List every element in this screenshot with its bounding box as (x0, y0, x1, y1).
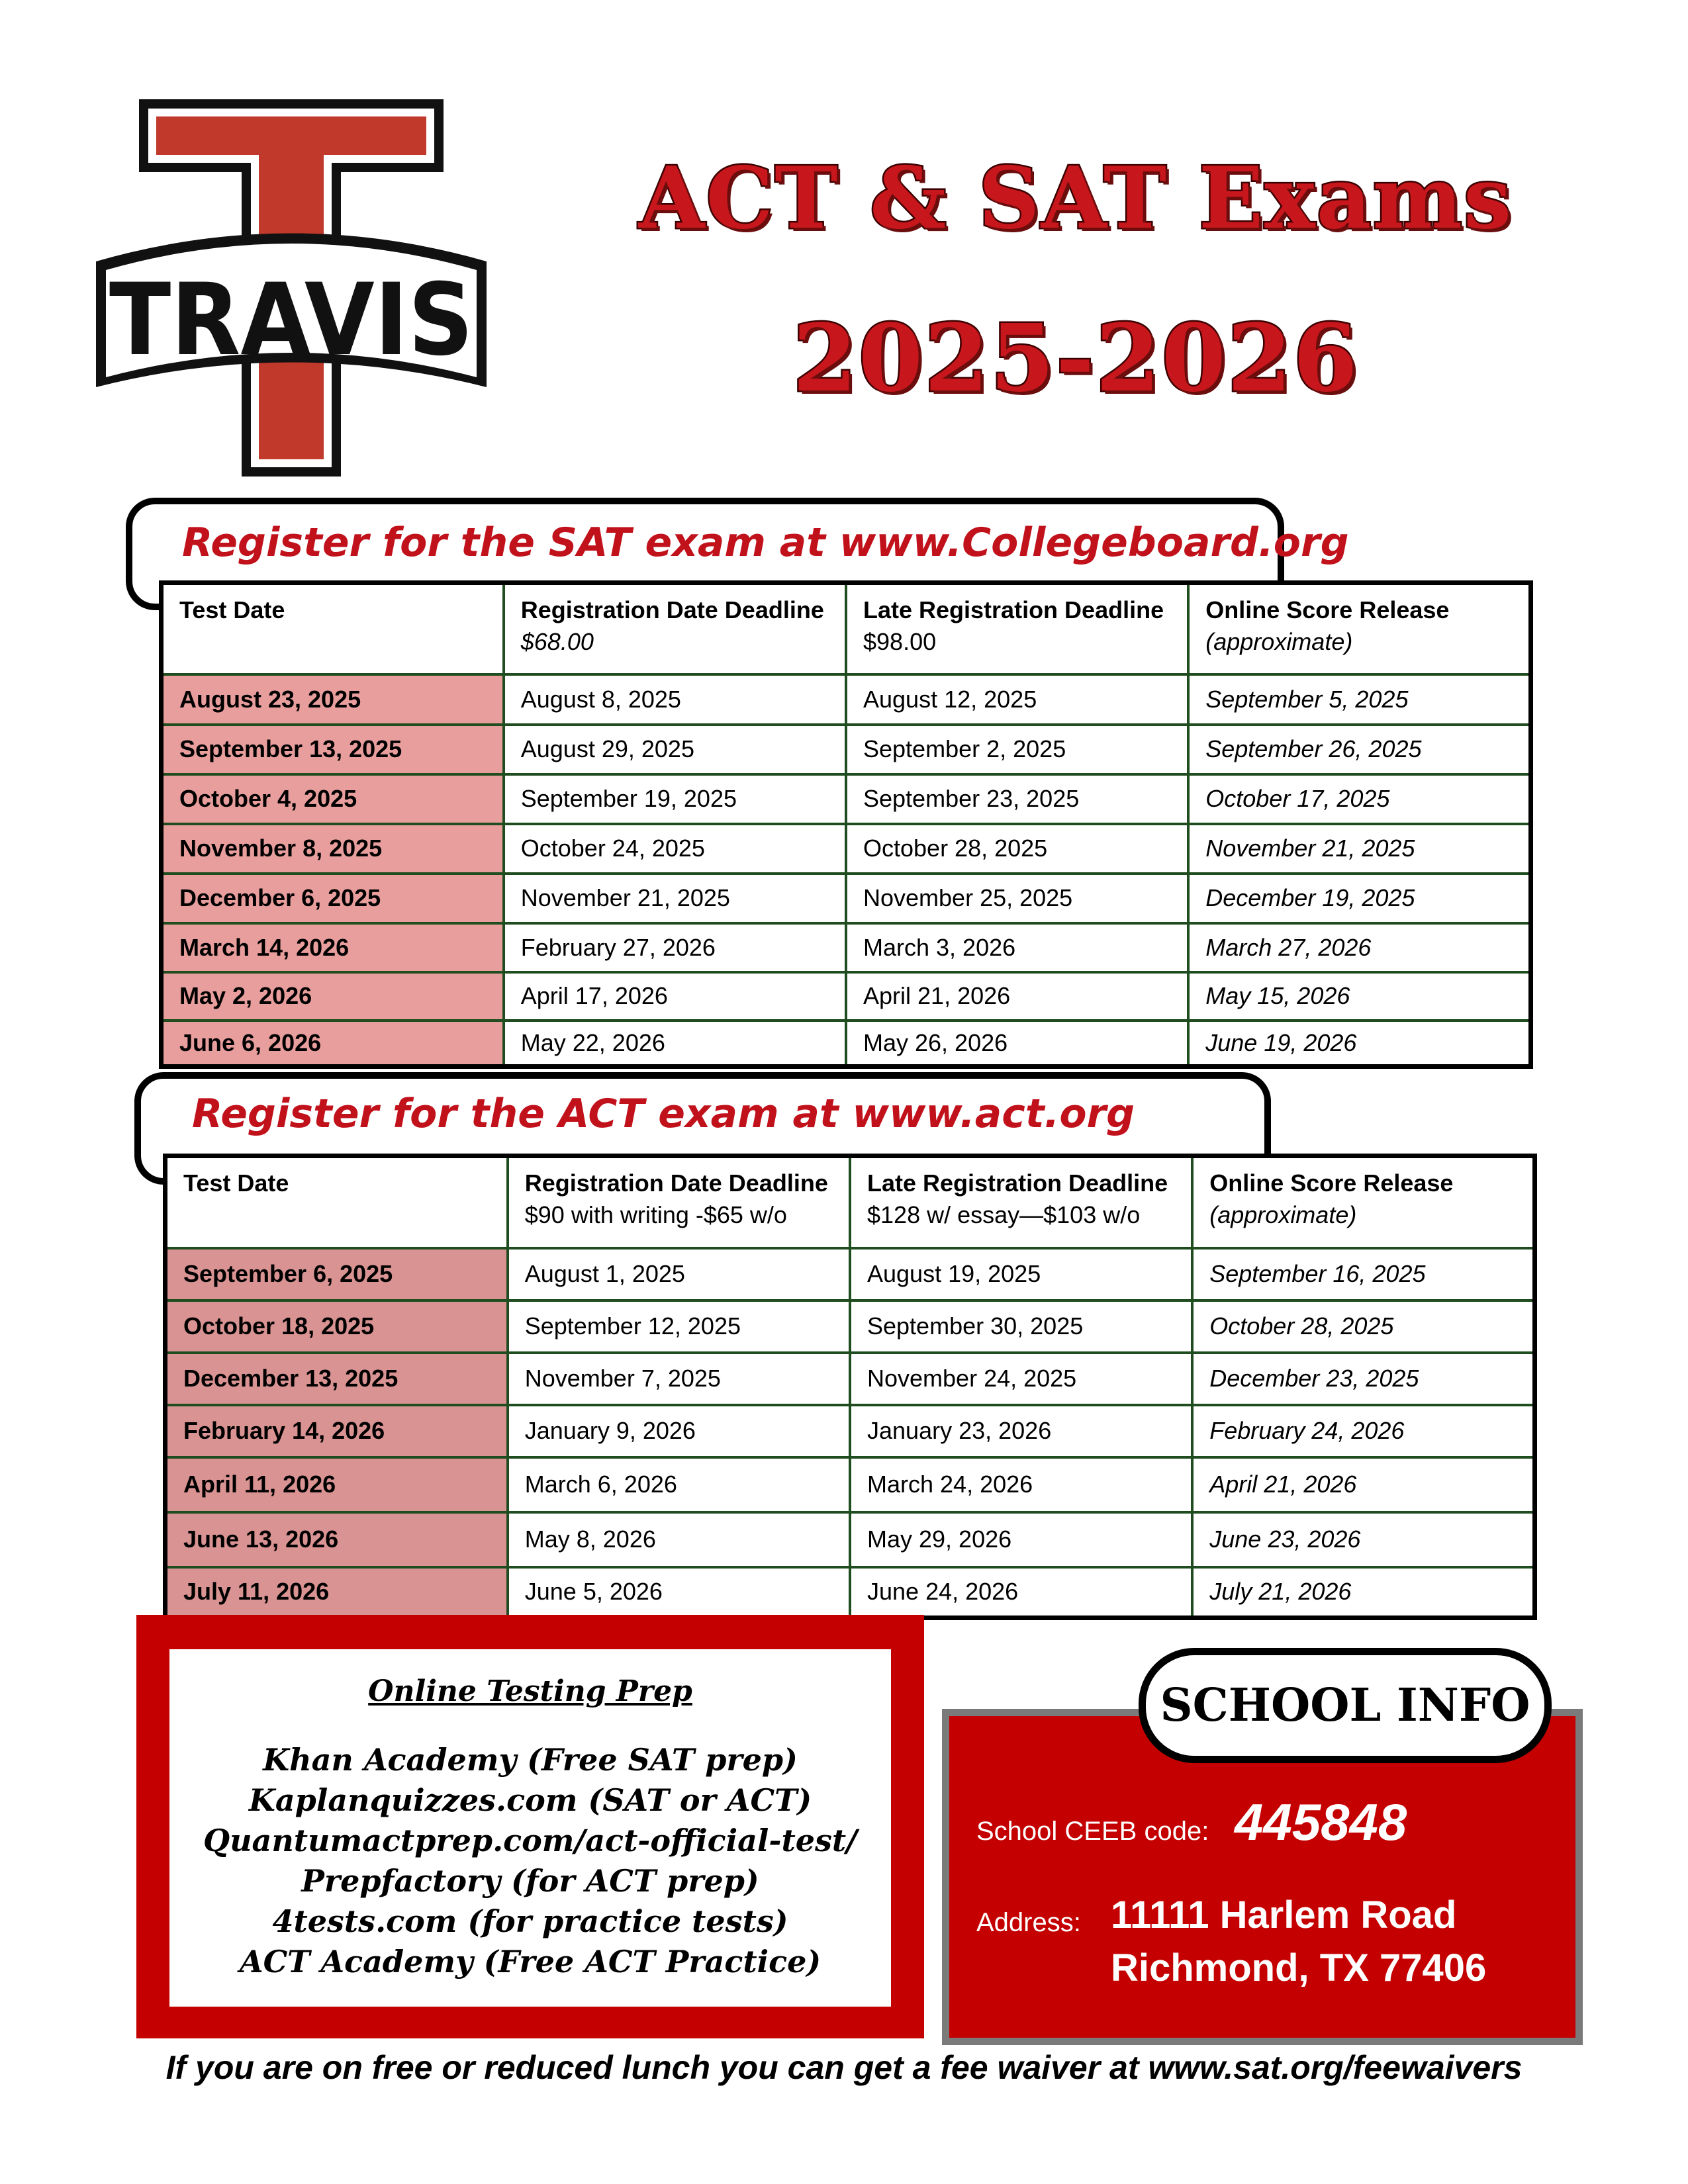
late-registration-cell: May 29, 2026 (850, 1512, 1192, 1567)
page-subtitle-years: 2025-2026 (792, 304, 1359, 413)
registration-deadline-cell: August 8, 2025 (504, 674, 846, 725)
registration-deadline-cell: September 12, 2025 (508, 1300, 850, 1353)
list-item[interactable]: Quantumactprep.com/act-official-test/ (203, 1823, 857, 1858)
prep-list (169, 1740, 891, 1982)
list-item[interactable]: Khan Academy (Free SAT prep) (263, 1742, 798, 1778)
score-release-cell: March 27, 2026 (1188, 923, 1530, 972)
ceeb-label: School CEEB code: (976, 1817, 1209, 1846)
prep-panel (169, 1649, 891, 2007)
test-date-cell: April 11, 2026 (165, 1457, 508, 1512)
test-date-cell: February 14, 2026 (165, 1405, 508, 1457)
header-late-registration: Late Registration Deadline $98.00 (846, 583, 1188, 674)
score-release-cell: May 15, 2026 (1188, 972, 1530, 1021)
late-registration-cell: November 25, 2025 (846, 874, 1188, 923)
address-line-1: 11111 Harlem Road (1111, 1893, 1457, 1936)
late-registration-cell: September 30, 2025 (850, 1300, 1192, 1353)
header-registration-deadline: Registration Date Deadline $68.00 (504, 583, 846, 674)
test-date-cell: November 8, 2025 (162, 824, 504, 874)
late-registration-cell: January 23, 2026 (850, 1405, 1192, 1457)
table-row (162, 874, 1531, 923)
table-row (162, 824, 1531, 874)
table-row (165, 1457, 1535, 1512)
table-header-row (165, 1156, 1535, 1248)
table-row (162, 725, 1531, 774)
test-date-cell: August 23, 2025 (162, 674, 504, 725)
address-line-2: Richmond, TX 77406 (1111, 1946, 1487, 1989)
test-date-cell: June 6, 2026 (162, 1021, 504, 1067)
score-release-cell: December 19, 2025 (1188, 874, 1530, 923)
registration-deadline-cell: August 1, 2025 (508, 1248, 850, 1300)
score-release-cell: October 28, 2025 (1192, 1300, 1534, 1353)
table-header-row (162, 583, 1531, 674)
score-release-cell: February 24, 2026 (1192, 1405, 1534, 1457)
test-date-cell: December 6, 2025 (162, 874, 504, 923)
late-registration-cell: October 28, 2025 (846, 824, 1188, 874)
list-item[interactable]: Kaplanquizzes.com (SAT or ACT) (248, 1782, 812, 1818)
header-score-release: Online Score Release (approximate) (1188, 583, 1530, 674)
table-row (165, 1512, 1535, 1567)
list-item[interactable]: 4tests.com (for practice tests) (272, 1903, 788, 1939)
registration-deadline-cell: February 27, 2026 (504, 923, 846, 972)
test-date-cell: December 13, 2025 (165, 1353, 508, 1405)
table-row (162, 1021, 1531, 1067)
sat-register-text[interactable]: Register for the SAT exam at www.Collegeboard.org (182, 520, 1349, 566)
prep-title: Online Testing Prep (368, 1674, 692, 1708)
header-registration-deadline: Registration Date Deadline $90 with writing -$65 w/o (508, 1156, 850, 1248)
registration-deadline-cell: January 9, 2026 (508, 1405, 850, 1457)
act-schedule-table (163, 1154, 1537, 1620)
test-date-cell: October 18, 2025 (165, 1300, 508, 1353)
late-registration-cell: June 24, 2026 (850, 1567, 1192, 1618)
prep-box (136, 1615, 924, 2038)
table-row (165, 1353, 1535, 1405)
score-release-cell: December 23, 2025 (1192, 1353, 1534, 1405)
test-date-cell: September 6, 2025 (165, 1248, 508, 1300)
registration-deadline-cell: May 22, 2026 (504, 1021, 846, 1067)
table-row (162, 972, 1531, 1021)
table-row (165, 1248, 1535, 1300)
test-date-cell: October 4, 2025 (162, 774, 504, 824)
late-registration-cell: April 21, 2026 (846, 972, 1188, 1021)
score-release-cell: June 19, 2026 (1188, 1021, 1530, 1067)
registration-deadline-cell: March 6, 2026 (508, 1457, 850, 1512)
score-release-cell: September 26, 2025 (1188, 725, 1530, 774)
score-release-cell: October 17, 2025 (1188, 774, 1530, 824)
score-release-cell: September 16, 2025 (1192, 1248, 1534, 1300)
late-registration-cell: September 23, 2025 (846, 774, 1188, 824)
score-release-cell: November 21, 2025 (1188, 824, 1530, 874)
late-registration-cell: March 24, 2026 (850, 1457, 1192, 1512)
registration-deadline-cell: August 29, 2025 (504, 725, 846, 774)
table-row (162, 923, 1531, 972)
table-row (162, 774, 1531, 824)
address-label: Address: (976, 1908, 1081, 1937)
late-registration-cell: August 12, 2025 (846, 674, 1188, 725)
table-row (165, 1300, 1535, 1353)
ceeb-code: 445848 (1235, 1793, 1407, 1851)
test-date-cell: June 13, 2026 (165, 1512, 508, 1567)
table-row (162, 674, 1531, 725)
table-row (165, 1405, 1535, 1457)
late-registration-cell: May 26, 2026 (846, 1021, 1188, 1067)
page-title: ACT & SAT Exams (639, 149, 1513, 248)
score-release-cell: April 21, 2026 (1192, 1457, 1534, 1512)
score-release-cell: September 5, 2025 (1188, 674, 1530, 725)
header-test-date: Test Date (162, 583, 504, 674)
header-test-date: Test Date (165, 1156, 508, 1248)
sat-schedule-table (159, 580, 1533, 1069)
header-score-release: Online Score Release (approximate) (1192, 1156, 1534, 1248)
school-info-heading: SCHOOL INFO (1139, 1648, 1552, 1763)
registration-deadline-cell: November 7, 2025 (508, 1353, 850, 1405)
registration-deadline-cell: June 5, 2026 (508, 1567, 850, 1618)
late-registration-cell: August 19, 2025 (850, 1248, 1192, 1300)
late-registration-cell: November 24, 2025 (850, 1353, 1192, 1405)
score-release-cell: July 21, 2026 (1192, 1567, 1534, 1618)
registration-deadline-cell: April 17, 2026 (504, 972, 846, 1021)
test-date-cell: March 14, 2026 (162, 923, 504, 972)
registration-deadline-cell: October 24, 2025 (504, 824, 846, 874)
registration-deadline-cell: May 8, 2026 (508, 1512, 850, 1567)
logo-text: TRAVIS (109, 263, 473, 378)
registration-deadline-cell: September 19, 2025 (504, 774, 846, 824)
test-date-cell: September 13, 2025 (162, 725, 504, 774)
list-item[interactable]: ACT Academy (Free ACT Practice) (239, 1944, 821, 1979)
list-item[interactable]: Prepfactory (for ACT prep) (301, 1863, 759, 1899)
test-date-cell: May 2, 2026 (162, 972, 504, 1021)
fee-waiver-footer: If you are on free or reduced lunch you can get a fee waiver at www.sat.org/feewaivers (165, 2049, 1523, 2086)
table-row (165, 1567, 1535, 1618)
score-release-cell: June 23, 2026 (1192, 1512, 1534, 1567)
late-registration-cell: September 2, 2025 (846, 725, 1188, 774)
travis-logo (93, 93, 490, 483)
registration-deadline-cell: November 21, 2025 (504, 874, 846, 923)
act-register-text[interactable]: Register for the ACT exam at www.act.org (192, 1091, 1135, 1137)
test-date-cell: July 11, 2026 (165, 1567, 508, 1618)
late-registration-cell: March 3, 2026 (846, 923, 1188, 972)
header-late-registration: Late Registration Deadline $128 w/ essay—$103 w/o (850, 1156, 1192, 1248)
